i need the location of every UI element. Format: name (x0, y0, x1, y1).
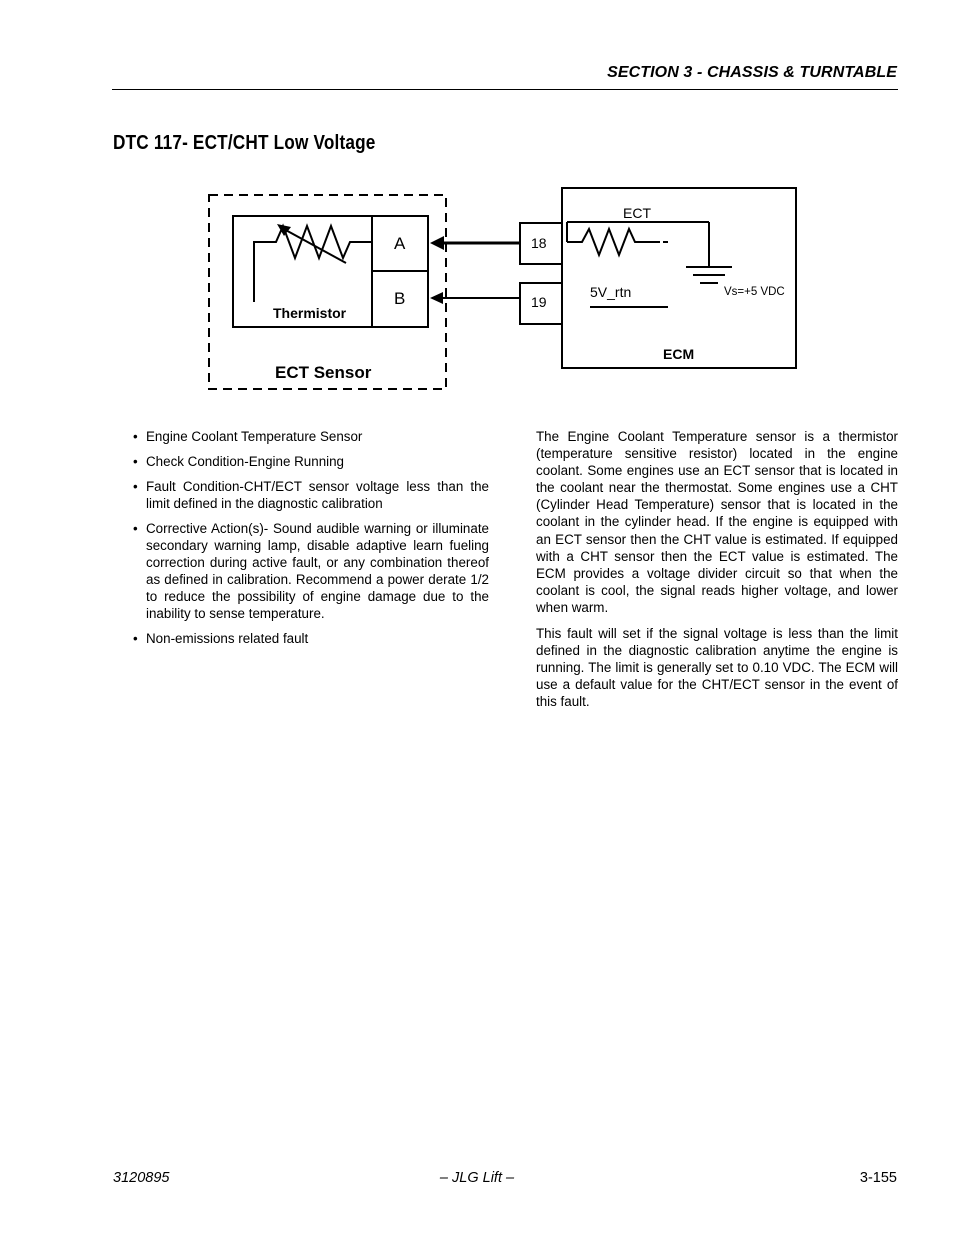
list-item: • Non-emissions related fault (130, 630, 489, 647)
thermistor-label: Thermistor (273, 305, 347, 321)
wire-18-arrow-head (430, 236, 444, 250)
footer-page-number: 3-155 (859, 1170, 897, 1186)
list-item: • Corrective Action(s)- Sound audible warning or illuminate secondary warning lamp, disable adaptive learn fueling correction during active fault, or any combination thereof as defined in calibration. Recommend a power derate 1/2 to reduce the possibility of engine damage due to the inability to sense temperature. (130, 520, 489, 622)
wire-19-arrow-head (430, 292, 443, 304)
bullet-list (130, 428, 489, 647)
description-paragraph: The Engine Coolant Temperature sensor is a thermistor (temperature sensitive resistor) located in the engine coolant. Some engines use an ECT sensor that is located in the coolant near the thermostat. Some engines use a CHT (Cylinder Head Temperature) sensor that is located in the coolant in the cylinder head. If the engine is equipped with an ECT sensor then the CHT value is estimated. If equipped with a CHT sensor then the ECT value is estimated. The ECM provides a voltage divider circuit so that when the coolant is cool, the signal reads higher voltage, and lower when warm. (536, 429, 898, 615)
ecm-box (562, 188, 796, 368)
list-item: • Engine Coolant Temperature Sensor (130, 428, 489, 445)
rtn-label: 5V_rtn (590, 284, 632, 300)
description-column (536, 428, 898, 720)
section-header: SECTION 3 - CHASSIS & TURNTABLE (607, 64, 897, 81)
footer-publisher: – JLG Lift – (439, 1170, 515, 1186)
description-paragraph: This fault will set if the signal voltage is less than the limit defined in the diagnostic calibration anytime the engine is running. The limit is generally set to 0.10 VDC. The ECM will use a default value for the CHT/ECT sensor in the event of this fault. (536, 626, 898, 710)
wiring-diagram (0, 0, 954, 420)
footer-doc-number: 3120895 (113, 1170, 170, 1186)
ect-label: ECT (623, 205, 651, 221)
list-item: • Fault Condition-CHT/ECT sensor voltage less than the limit defined in the diagnostic calibration (130, 478, 489, 512)
pin-18-label: 18 (531, 235, 547, 251)
pin-a-label: A (394, 234, 406, 253)
pin-b-label: B (394, 289, 406, 308)
page-title: DTC 117- ECT/CHT Low Voltage (113, 132, 376, 154)
thermistor-resistor-symbol (254, 226, 372, 302)
sensor-dashed-outline (209, 195, 446, 389)
thermistor-variable-arrow (282, 228, 346, 263)
ecm-label: ECM (663, 346, 695, 362)
ect-sensor-label: ECT Sensor (275, 363, 372, 382)
pin-19-label: 19 (531, 294, 547, 310)
bullet-column (130, 428, 489, 655)
ecm-pullup-resistor (567, 229, 660, 255)
vs-label: Vs=+5 VDC (724, 286, 785, 298)
list-item: • Check Condition-Engine Running (130, 453, 489, 470)
